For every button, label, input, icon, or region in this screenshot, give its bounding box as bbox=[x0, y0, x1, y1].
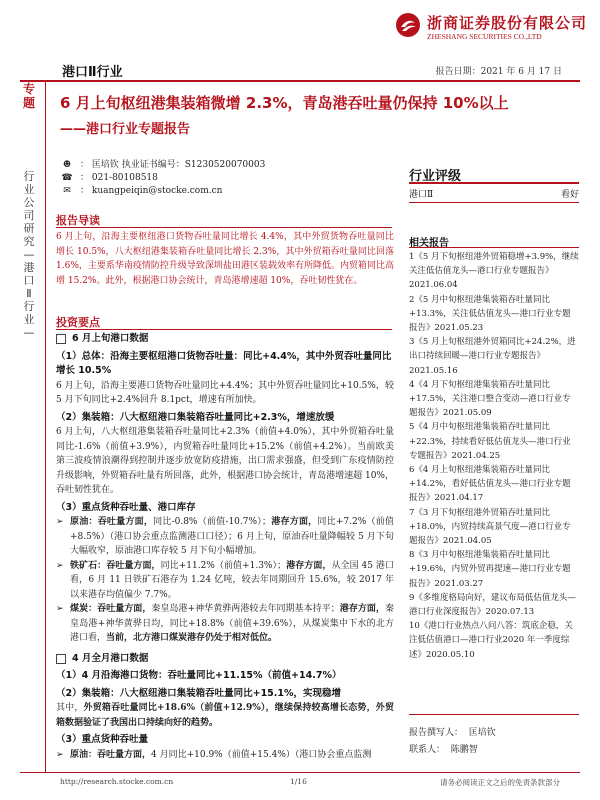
left-tag-category: 行业公司研究—港口Ⅱ行业— bbox=[23, 170, 35, 339]
analyst-phone-row bbox=[60, 172, 265, 185]
rating-row bbox=[409, 187, 579, 200]
rating-value: 看好 bbox=[560, 190, 579, 200]
analyst-phone: ： 021-80108518 bbox=[80, 173, 158, 183]
rating-divider bbox=[409, 182, 579, 184]
s2-p2-head: （2）集装箱：八大枢纽港口集装箱吞吐量同比+15.1%，实现稳增 bbox=[56, 687, 342, 699]
bullet-icon: ➢ bbox=[56, 604, 64, 614]
rating-industry: 港口Ⅱ bbox=[409, 190, 434, 200]
footer-disclaimer: 请务必阅读正文之后的免责条款部分 bbox=[440, 778, 560, 787]
report-date: 报告日期：2021 年 6 月 17 日 bbox=[435, 67, 562, 77]
s1-p2-head: （2）集装箱：八大枢纽港口集装箱吞吐量同比+2.3%，增速放缓 bbox=[56, 411, 335, 423]
bullet-icon: ➢ bbox=[56, 749, 64, 760]
bullet-icon: ➢ bbox=[56, 560, 64, 571]
left-divider bbox=[45, 82, 46, 772]
contact-other: 联系人： 陈鹏智 bbox=[409, 745, 478, 755]
footer-divider bbox=[20, 772, 580, 773]
s1-p2-text: 6 月上旬，八大枢纽港集装箱吞吐量同比+2.3%（前值+4.0%），其中外贸箱吞吐量同比-1.6%（前值+3.9%），内贸箱吞吐量同比+15.2%（前值+4.2%）。当前欧美第三波疫情浪潮得到控制并逐步放宽防疫措施，出口需求强盛，但受到广东疫情防控升级影响，外贸箱吞吐量有所回落，此外，根据港口协会统计，青岛港增速超 10%，吞吐韧性犹在。 bbox=[56, 427, 394, 495]
related-item[interactable]: 3《5 月上旬枢纽港外贸箱同比+24.2%，进出口持续回暖—港口行业专题报告》2021.05.16 bbox=[409, 337, 576, 376]
contact-writer: 报告撰写人： 匡培钦 bbox=[409, 728, 496, 738]
section1-head: 6 月上旬港口数据 bbox=[56, 332, 394, 347]
related-item[interactable]: 7《3 月下旬枢纽港外贸箱吞吐量同比+18.0%，内贸持续高景气度—港口行业专题报告》2021.04.05 bbox=[409, 507, 571, 547]
report-subtitle: ——港口行业专题报告 bbox=[60, 122, 191, 137]
checkbox-icon bbox=[56, 334, 66, 344]
footer-url[interactable]: http://research.stocke.com.cn bbox=[60, 777, 174, 786]
company-name-cn: 浙商证券股份有限公司 bbox=[427, 14, 588, 32]
guide-body bbox=[56, 230, 394, 288]
related-item[interactable]: 4《4 月下旬枢纽港集装箱吞吐量同比+17.5%，关注港口整合变动—港口行业专题报告》2021.05.09 bbox=[409, 379, 571, 419]
related-item[interactable]: 5《4 月中旬枢纽港集装箱吞吐量同比+22.3%，持续看好低估值龙头—港口行业专题报告》2021.04.25 bbox=[409, 422, 571, 461]
s1-p3-head: （3）重点货种吞吐量、港口库存 bbox=[56, 501, 196, 513]
checkbox-icon bbox=[56, 654, 66, 664]
analyst-icon: ☻ bbox=[62, 160, 72, 170]
related-item[interactable]: 9《多维度格局向好，建议布局低估值龙头—港口行业深度报告》2020.07.13 bbox=[409, 592, 576, 618]
related-title: 相关报告 bbox=[409, 238, 449, 249]
rating-title: 行业评级 bbox=[409, 169, 462, 184]
related-item[interactable]: 8《3 月中旬枢纽港集装箱吞吐量同比+19.6%，内贸外贸再提速—港口行业专题报告》2021.03.27 bbox=[409, 550, 571, 589]
company-name-en: ZHESHANG SECURITIES CO.,LTD bbox=[427, 32, 542, 41]
related-item[interactable]: 2《5 月中旬枢纽港集装箱吞吐量同比+13.3%，关注低估值龙头—港口行业专题报告》2021.05.23 bbox=[409, 294, 571, 334]
email-icon: ✉ bbox=[63, 186, 71, 196]
bullet-icon: ➢ bbox=[56, 517, 64, 527]
related-divider bbox=[409, 247, 579, 248]
guide-text: 6 月上旬，沿海主要枢纽港口货物吞吐量同比增长 4.4%，其中外贸货物吞吐量同比增长 10.5%，八大枢纽港集装箱吞吐量同比增长 2.3%，其中外贸箱吞吐量同比回落 1.6%，主要系华南疫情防控升级导致深圳盐田港区装载效率有所降低。内贸箱同比高增 15.2%。此外，根据港口协会统计，青岛港增速超 10%，吞吐韧性犹在。 bbox=[56, 232, 394, 286]
left-tag-topic: 专题 bbox=[22, 82, 35, 110]
ore-bullet: ➢ 铁矿石：吞吐量方面，同比+11.2%（前值+1.3%）；港存方面，从全国 45 港口看，6 月 11 日铁矿石港存为 1.24 亿吨，较去年同期回升 15.6%，较 2017 年以来港存均值偏少 7.7%。 bbox=[56, 559, 394, 603]
s2-p2-text: 其中，外贸箱吞吐量同比+18.6%（前值+12.9%），继续保持较高增长态势，外贸箱数据验证了我国出口持续向好的趋势。 bbox=[56, 703, 394, 728]
footer-page: 1/16 bbox=[290, 777, 307, 786]
s1-p1-text: 6 月上旬，沿海主要港口货物吞吐量同比+4.4%；其中外贸吞吐量同比+10.5%，较 5 月下旬同比+2.4%回升 8.1pct，增速有所加快。 bbox=[56, 380, 394, 405]
section2-head: 4 月全月港口数据 bbox=[56, 652, 394, 667]
sector-label: 港口Ⅱ行业 bbox=[62, 65, 123, 80]
s2-p1-head: （1）4 月沿海港口货物：吞吐量同比+11.15%（前值+14.7%） bbox=[56, 670, 342, 681]
s1-p1-head: （1）总体：沿海主要枢纽港口货物吞吐量：同比+4.4%，其中外贸吞吐量同比增长 10.5% bbox=[56, 350, 392, 376]
related-item[interactable]: 6《4 月上旬枢纽港集装箱吞吐量同比+14.2%，看好低估值龙头—港口行业专题报告》2021.04.17 bbox=[409, 465, 571, 504]
header-divider bbox=[20, 80, 580, 82]
coal-bullet: ➢ 煤炭：吞吐量方面，秦皇岛港+神华黄骅两港较去年同期基本持平；港存方面，秦皇岛港+神华黄骅日均，同比+18.8%（前值+39.6%），从煤炭集中下水的北方港口看，当前，北方港口煤炭港存仍处于相对低位。 bbox=[56, 602, 394, 646]
guide-divider bbox=[56, 227, 392, 228]
analyst-name: ： 匡培钦 执业证书编号：S1230520070003 bbox=[80, 160, 266, 170]
s2-p3-head: （3）重点货种吞吐量 bbox=[56, 734, 149, 745]
rating-divider-bottom bbox=[409, 202, 579, 203]
crude-bullet: ➢ 原油：吞吐量方面，同比-0.8%（前值-10.7%）；港存方面，同比+7.2%（前值+8.5%）（港口协会重点监测港口口径）；6 月上旬，原油吞吐量降幅较 5 月下旬大幅收窄，原油港口库存较 5 月下旬小幅增加。 bbox=[56, 515, 394, 559]
analyst-info bbox=[60, 159, 265, 198]
s2-crude-bullet: ➢ 原油：吞吐量方面，4 月同比+10.9%（前值+15.4%）（港口协会重点监测 bbox=[56, 748, 394, 763]
company-logo-icon bbox=[395, 12, 421, 38]
company-logo bbox=[395, 8, 595, 48]
invest-title: 投资要点 bbox=[56, 316, 100, 329]
invest-divider bbox=[56, 329, 392, 330]
analyst-email[interactable]: ： kuangpeiqin@stocke.com.cn bbox=[80, 186, 223, 196]
phone-icon: ☎ bbox=[61, 173, 73, 183]
invest-body bbox=[56, 332, 394, 762]
analyst-email-row bbox=[60, 185, 265, 198]
guide-title: 报告导读 bbox=[56, 214, 100, 227]
related-item[interactable]: 1《5 月下旬枢纽港外贸箱稳增+3.9%，继续关注低估值龙头—港口行业专题报告》2021.06.04 bbox=[409, 252, 579, 291]
related-list bbox=[409, 250, 579, 662]
analyst-name-row bbox=[60, 159, 265, 172]
report-title: 6 月上旬枢纽港集装箱微增 2.3%，青岛港吞吐量仍保持 10%以上 bbox=[60, 94, 509, 112]
related-item[interactable]: 10《港口行业热点八问八答：筑底企稳，关注低估值港口—港口行业2020 年一季度综述》2020.05.10 bbox=[409, 621, 573, 660]
contacts-divider bbox=[409, 714, 579, 715]
